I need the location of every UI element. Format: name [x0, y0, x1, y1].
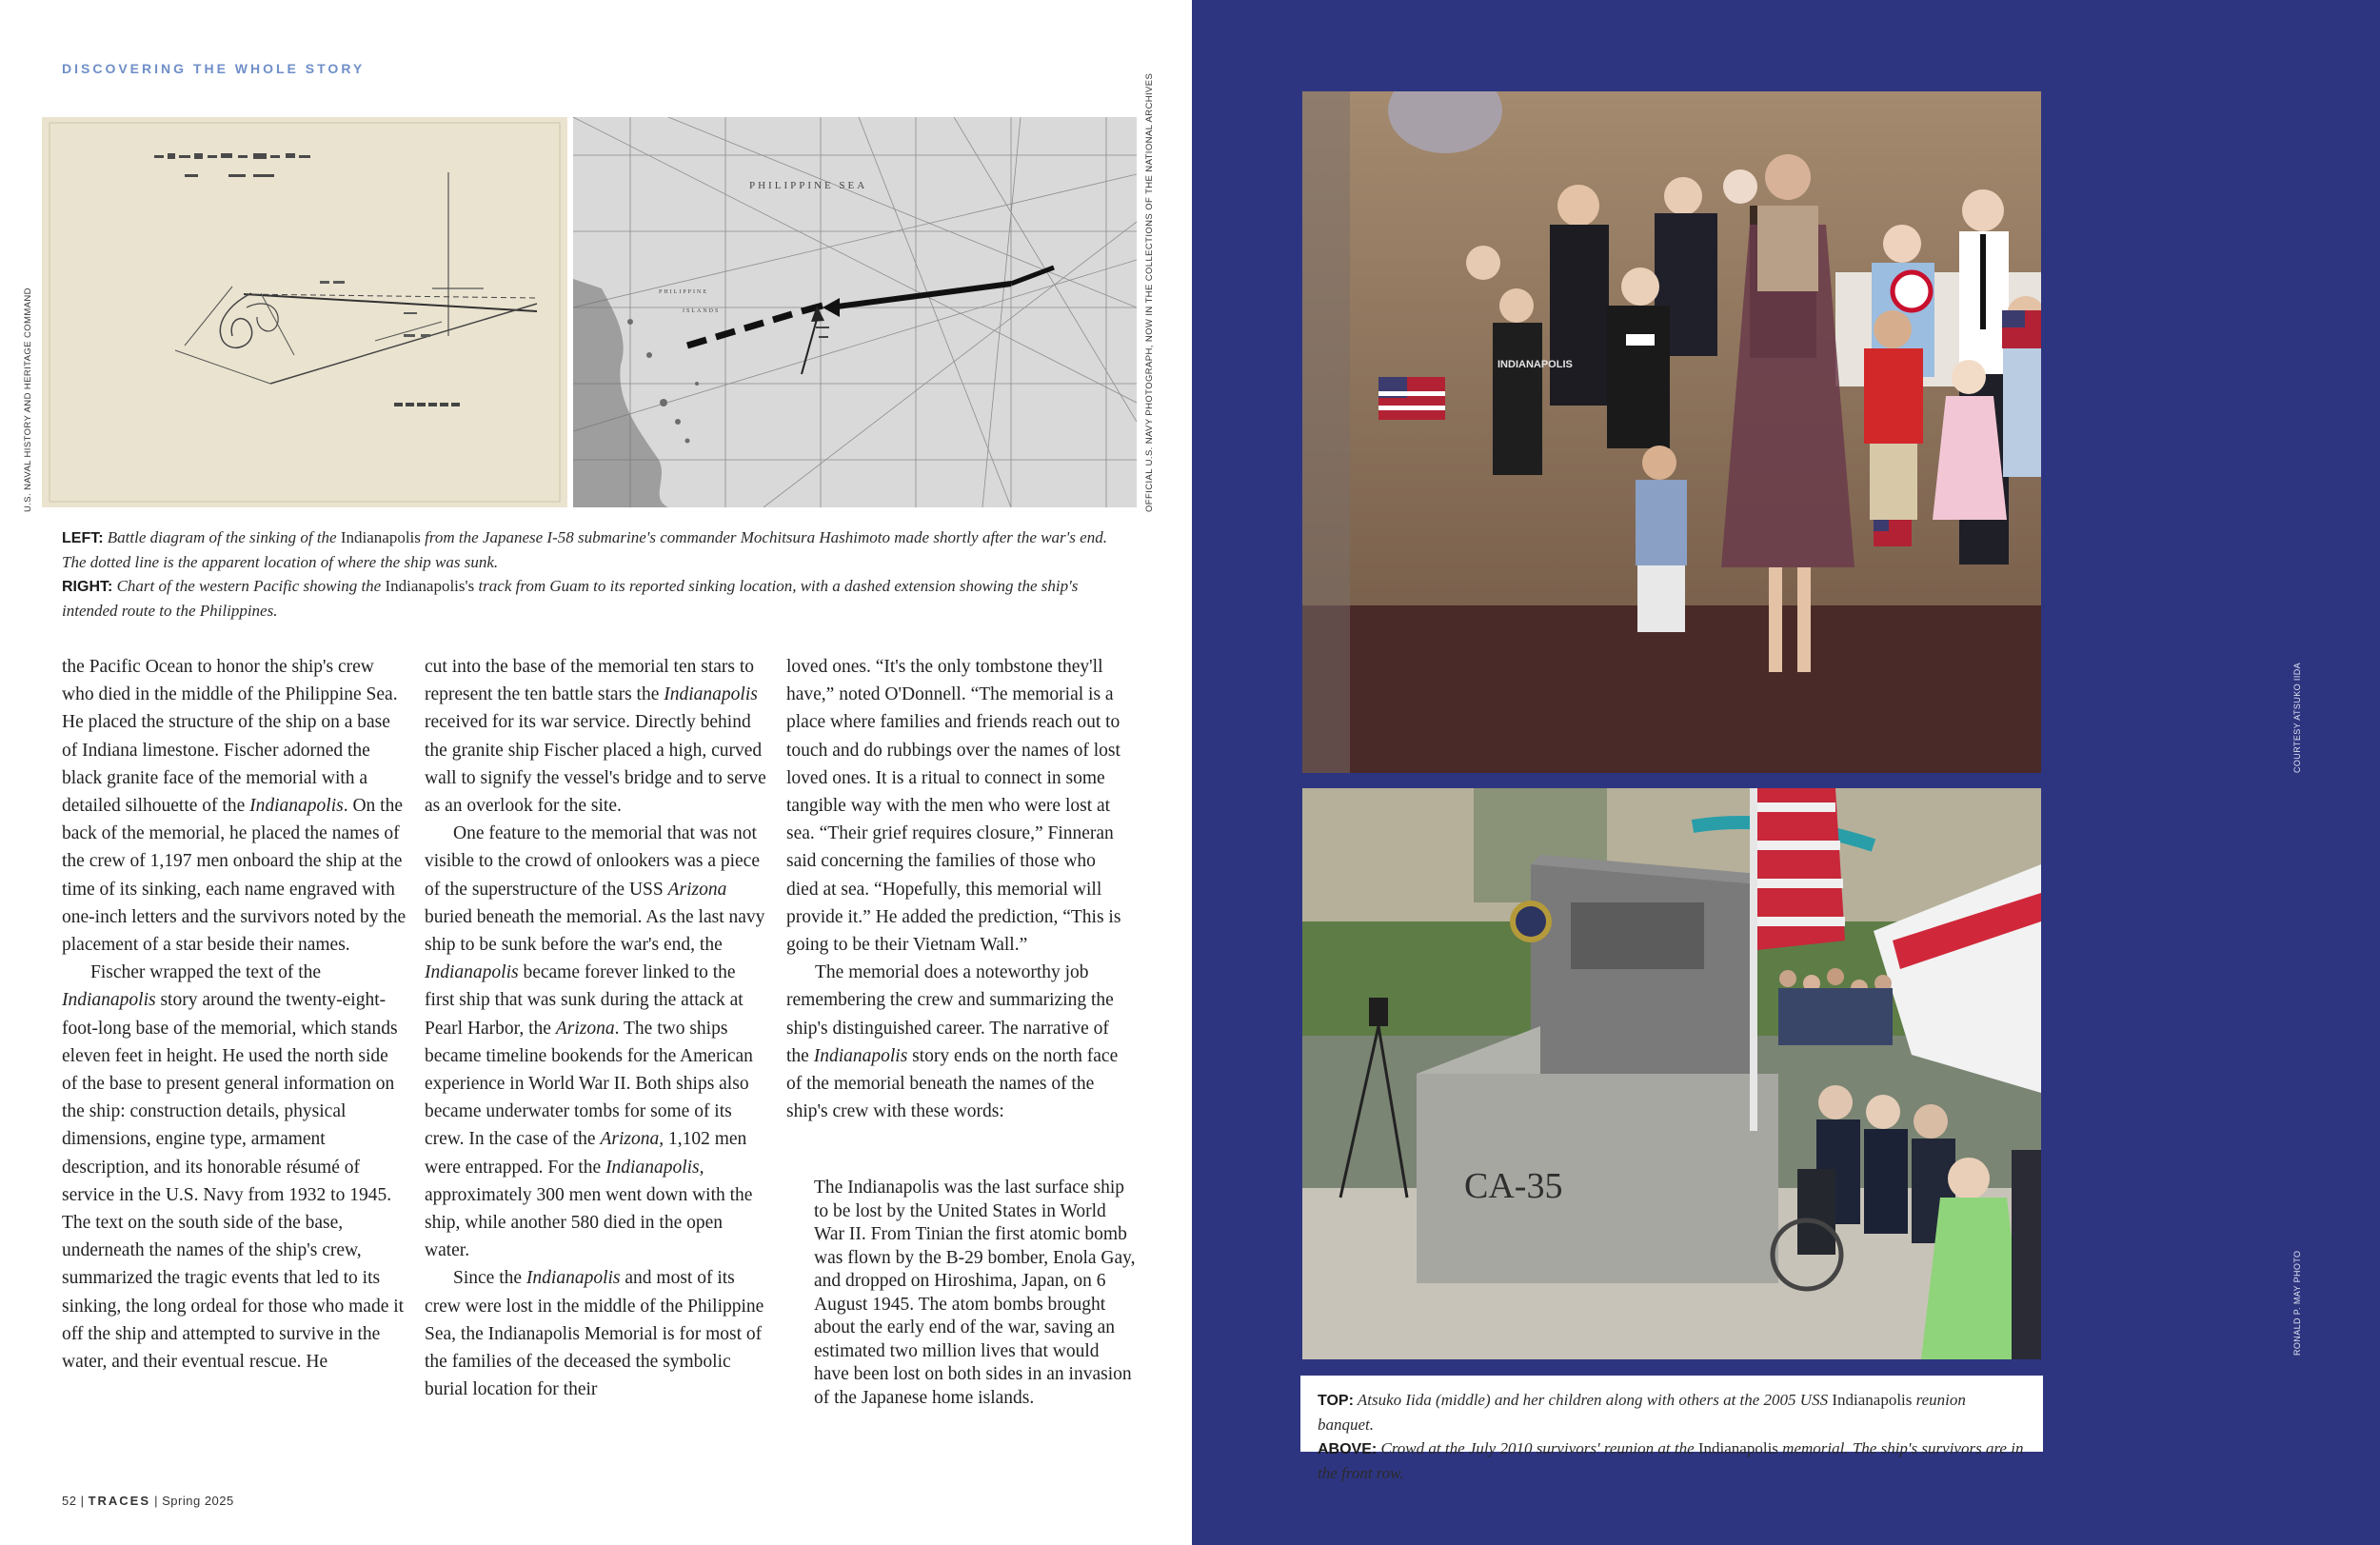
map-label-sea: PHILIPPINE SEA	[749, 180, 868, 191]
body-column-3	[786, 653, 1131, 1125]
text-run: approximately 300 men went down with the ship, while another 580 died in the open water.	[425, 1184, 753, 1261]
caption-top	[1318, 1388, 2026, 1436]
paragraph: loved ones. “It's the only tombstone they'll have,” noted O'Donnell. “The memorial is a place where families and friends reach out to touch and do rubbings over the names of lost loved ones. It is a ritual to connect in some tangible way with the men who were lost at sea. “Their grief requires closure,” Finneran said concerning the families of those who died at sea. “Hopefully, this memorial will provide it.” He added the prediction, “This is going to be their Vietnam Wall.”	[786, 657, 1121, 956]
text-run: story ends on the north face of the memorial beneath the names of the ship's crew with these words:	[786, 1045, 1119, 1122]
caption-left-text-1: Battle diagram of the sinking of the	[103, 528, 341, 546]
caption-top-text-1: Atsuko Iida (middle) and her children along with others at the 2005 USS	[1353, 1391, 1833, 1409]
caption-top-text-2: reunion banquet.	[1318, 1391, 1966, 1434]
caption-top-label: TOP:	[1318, 1393, 1354, 1409]
caption-right-ship: Indianapolis's	[385, 577, 475, 595]
photo1-credit: COURTESY ATSUKO IIDA	[2292, 662, 2302, 773]
text-run: received for its war service. Directly behind the granite ship Fischer placed a high, curved wall to signify the vessel's bridge and to serve as an overlook for the site.	[425, 712, 766, 817]
right-page-caption	[1300, 1376, 2043, 1482]
text-run: 1,102 men were entrapped. For the	[425, 1129, 747, 1178]
text-run: . The two ships became timeline bookends for the American experience in World War II. Both ships also became underwater tombs for some of its crew. In the case of the	[425, 1018, 753, 1150]
left-figure-credit: U.S. NAVAL HISTORY AND HERITAGE COMMAND	[23, 287, 33, 512]
reunion-banquet-photo	[1302, 91, 2041, 773]
page-folio: 52 | TRACES | Spring 2025	[62, 1494, 234, 1508]
text-run: became forever linked to the first ship that was sunk during the attack at Pearl Harbor, the	[425, 962, 744, 1039]
section-heading: DISCOVERING THE WHOLE STORY	[62, 61, 366, 76]
page-number: 52	[62, 1494, 77, 1508]
magazine-name: TRACES	[88, 1494, 151, 1508]
pacific-chart-image	[573, 117, 1137, 507]
paragraph	[425, 820, 769, 1264]
caption-top-ship: Indianapolis	[1832, 1391, 1913, 1409]
body-column-2	[425, 653, 769, 1403]
text-run: story around the twenty-eight-foot-long base of the memorial, which stands eleven feet in height. He used the north side of the base to present general information on the ship: construction details, physical dimensions, engine type, armament description, and its honorable résumé of service in the U.S. Navy from 1932 to 1945. The text on the south side of the base, underneath the names of the ship's crew, summarized the tragic events that led to its sinking, the long ordeal for those who made it off the ship and attempted to survive in the water, and their eventual rescue. He	[62, 990, 405, 1373]
ship-name: Arizona,	[600, 1129, 664, 1150]
paragraph	[786, 959, 1131, 1125]
issue-date: Spring 2025	[162, 1494, 234, 1508]
caption-above-text-1: Crowd at the July 2010 survivors' reunion at the	[1377, 1439, 1698, 1457]
map-label-islands-2: ISLANDS	[683, 308, 721, 314]
right-figure-credit: OFFICIAL U.S. NAVY PHOTOGRAPH, NOW IN THE COLLECTIONS OF THE NATIONAL ARCHIVES	[1144, 72, 1155, 512]
shirt-text: INDIANAPOLIS	[1497, 359, 1573, 370]
text-run: One feature to the memorial that was not visible to the crowd of onlookers was a piece of the superstructure of the USS	[425, 823, 760, 900]
text-run: and most of its crew were lost in the middle of the Philippine Sea, the Indianapolis Memorial is for most of the families of the deceased the symbolic burial location for their	[425, 1268, 764, 1400]
monument-hull-number: CA-35	[1464, 1166, 1563, 1206]
ship-name: Arizona	[555, 1018, 615, 1039]
caption-left-label: LEFT:	[62, 530, 104, 546]
map-label-islands: PHILIPPINE	[659, 289, 709, 295]
ship-name: Indianapolis	[425, 962, 519, 983]
memorial-reunion-photo	[1302, 788, 2041, 1359]
ship-name: Indianapolis	[813, 1045, 908, 1066]
caption-above-label: ABOVE:	[1318, 1441, 1378, 1457]
paragraph	[62, 959, 407, 1376]
caption-right-text-1: Chart of the western Pacific showing the	[112, 577, 386, 595]
text-run: Fischer wrapped the text of the	[90, 962, 322, 983]
caption-above-ship: Indianapolis	[1697, 1439, 1778, 1457]
body-column-1	[62, 653, 407, 1376]
caption-right	[62, 574, 1128, 623]
ship-name: Indianapolis	[664, 684, 758, 705]
figure-caption	[62, 525, 1128, 623]
caption-right-text-2: track from Guam to its reported sinking location, with a dashed extension showing the ship's intended route to the Philippines.	[62, 577, 1079, 620]
caption-above	[1318, 1436, 2026, 1485]
caption-right-label: RIGHT:	[62, 579, 113, 595]
battle-diagram-image	[42, 117, 567, 507]
text-run: Since the	[453, 1268, 526, 1289]
ship-name: Indianapolis,	[605, 1157, 704, 1178]
caption-left-text-2: from the Japanese I-58 submarine's commander Mochitsura Hashimoto made shortly after the war's end. The dotted line is the apparent location of where the ship was sunk.	[62, 528, 1107, 571]
paragraph	[62, 653, 407, 959]
ship-name: Arizona	[667, 879, 727, 900]
text-run: . On the back of the memorial, he placed the names of the crew of 1,197 men onboard the ship at the time of its sinking, each name engraved with one-inch letters and the survivors noted by the placement of a star beside their names.	[62, 796, 407, 956]
ship-name: Indianapolis	[526, 1268, 621, 1289]
paragraph	[425, 1264, 769, 1403]
ship-name: Indianapolis	[62, 990, 156, 1011]
memorial-inscription-quote: The Indianapolis was the last surface ship to be lost by the United States in World War II. From Tinian the first atomic bomb was flown by the B-29 bomber, Enola Gay, and dropped on Hiroshima, Japan, on 6 August 1945. The atom bombs brought about the early end of the war, saving an estimated two million lives that would have been lost on both sides in an invasion of the Japanese home islands.	[814, 1178, 1136, 1408]
caption-left	[62, 525, 1128, 574]
text-run: buried beneath the memorial. As the last navy ship to be sunk before the war's end, the	[425, 906, 765, 956]
caption-left-ship: Indianapolis	[340, 528, 421, 546]
text-run: cut into the base of the memorial ten stars to represent the ten battle stars the	[425, 657, 755, 705]
photo2-credit: RONALD P. MAY PHOTO	[2292, 1250, 2302, 1356]
ship-name: Indianapolis	[249, 796, 344, 817]
text-run: the Pacific Ocean to honor the ship's crew who died in the middle of the Philippine Sea. He placed the structure of the ship on a base of Indiana limestone. Fischer adorned the black granite face of the memorial with a detailed silhouette of the	[62, 657, 398, 817]
paragraph	[425, 653, 769, 820]
caption-above-text-2: memorial. The ship's survivors are in the front row.	[1318, 1439, 2024, 1482]
text-run: The memorial does a noteworthy job remembering the crew and summarizing the ship's distinguished career. The narrative of the	[786, 962, 1114, 1066]
